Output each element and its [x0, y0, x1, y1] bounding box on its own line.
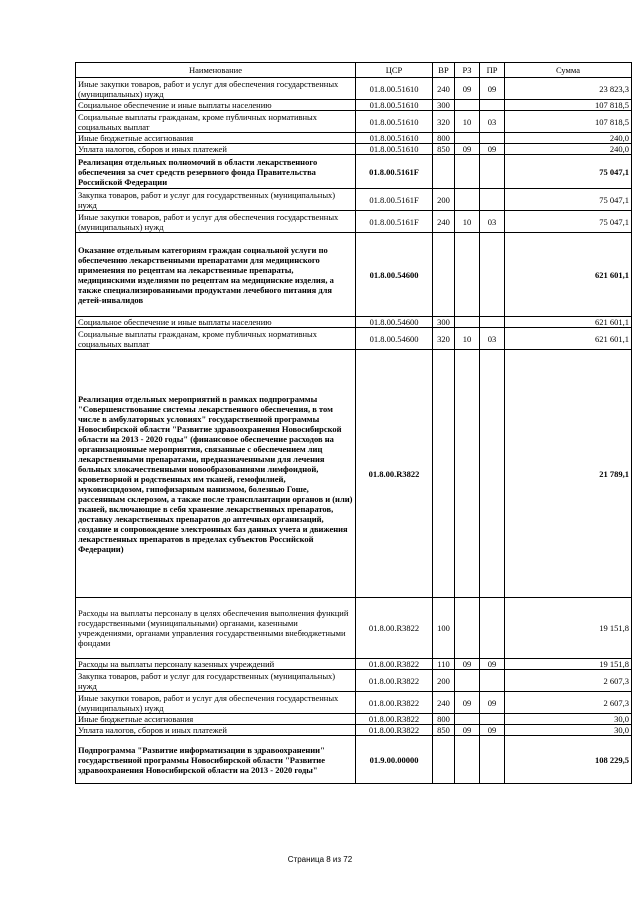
- row-sum: 75 047,1: [505, 189, 632, 211]
- table-row: [76, 714, 632, 725]
- row-vr: 200: [433, 670, 455, 692]
- table-row: [76, 659, 632, 670]
- row-sum: 19 151,8: [505, 659, 632, 670]
- row-sum: 30,0: [505, 725, 632, 736]
- row-pr: 09: [480, 692, 505, 714]
- row-pr: 03: [480, 111, 505, 133]
- row-csr: 01.8.00.5161F: [356, 155, 433, 189]
- row-name: Иные закупки товаров, работ и услуг для обеспечения государственных (муниципальных) нужд: [76, 211, 356, 233]
- row-name: Расходы на выплаты персоналу казенных учреждений: [76, 659, 356, 670]
- table-row: [76, 328, 632, 350]
- table-row: [76, 211, 632, 233]
- row-name: Уплата налогов, сборов и иных платежей: [76, 144, 356, 155]
- row-rz: [455, 133, 480, 144]
- row-vr: 850: [433, 725, 455, 736]
- row-sum: 240,0: [505, 144, 632, 155]
- table-row: [76, 111, 632, 133]
- row-sum: 108 229,5: [505, 736, 632, 784]
- row-rz: 09: [455, 659, 480, 670]
- header-pr: ПР: [480, 63, 505, 78]
- row-sum: 75 047,1: [505, 211, 632, 233]
- row-name: Иные бюджетные ассигнования: [76, 714, 356, 725]
- row-csr: 01.8.00.54600: [356, 328, 433, 350]
- table-row: [76, 144, 632, 155]
- row-name: Социальное обеспечение и иные выплаты населению: [76, 317, 356, 328]
- table-row: [76, 725, 632, 736]
- row-vr: [433, 233, 455, 317]
- table-header-row: [76, 63, 632, 78]
- row-csr: 01.8.00.51610: [356, 78, 433, 100]
- row-csr: 01.8.00.54600: [356, 233, 433, 317]
- row-vr: 110: [433, 659, 455, 670]
- row-csr: 01.9.00.00000: [356, 736, 433, 784]
- row-csr: 01.8.00.R3822: [356, 598, 433, 659]
- row-csr: 01.8.00.51610: [356, 100, 433, 111]
- row-vr: [433, 736, 455, 784]
- row-pr: [480, 670, 505, 692]
- row-name: Иные закупки товаров, работ и услуг для обеспечения государственных (муниципальных) нужд: [76, 78, 356, 100]
- row-csr: 01.8.00.5161F: [356, 189, 433, 211]
- row-name: Закупка товаров, работ и услуг для государственных (муниципальных) нужд: [76, 670, 356, 692]
- row-rz: 10: [455, 211, 480, 233]
- row-sum: 2 607,3: [505, 670, 632, 692]
- table-body: [76, 78, 632, 784]
- row-csr: 01.8.00.R3822: [356, 659, 433, 670]
- row-sum: 621 601,1: [505, 233, 632, 317]
- row-sum: 75 047,1: [505, 155, 632, 189]
- table-row: [76, 133, 632, 144]
- row-vr: 100: [433, 598, 455, 659]
- row-vr: 200: [433, 189, 455, 211]
- row-sum: 621 601,1: [505, 317, 632, 328]
- row-rz: [455, 350, 480, 598]
- row-rz: [455, 670, 480, 692]
- header-name: Наименование: [76, 63, 356, 78]
- row-pr: [480, 133, 505, 144]
- row-rz: 09: [455, 144, 480, 155]
- table-row: [76, 598, 632, 659]
- row-sum: 30,0: [505, 714, 632, 725]
- row-csr: 01.8.00.R3822: [356, 725, 433, 736]
- row-pr: 09: [480, 144, 505, 155]
- row-name: Социальное обеспечение и иные выплаты населению: [76, 100, 356, 111]
- row-rz: [455, 155, 480, 189]
- row-name: Уплата налогов, сборов и иных платежей: [76, 725, 356, 736]
- row-name: Социальные выплаты гражданам, кроме публичных нормативных социальных выплат: [76, 328, 356, 350]
- row-sum: 107 818,5: [505, 100, 632, 111]
- page-number: Страница 8 из 72: [287, 855, 353, 864]
- row-pr: 03: [480, 211, 505, 233]
- row-pr: [480, 736, 505, 784]
- row-sum: 240,0: [505, 133, 632, 144]
- row-sum: 23 823,3: [505, 78, 632, 100]
- row-csr: 01.8.00.R3822: [356, 670, 433, 692]
- row-sum: 107 818,5: [505, 111, 632, 133]
- row-vr: 800: [433, 133, 455, 144]
- row-vr: 800: [433, 714, 455, 725]
- table-row: [76, 78, 632, 100]
- row-rz: 09: [455, 692, 480, 714]
- row-pr: [480, 233, 505, 317]
- row-vr: 300: [433, 100, 455, 111]
- row-csr: 01.8.00.51610: [356, 111, 433, 133]
- row-rz: [455, 233, 480, 317]
- row-vr: [433, 350, 455, 598]
- row-csr: 01.8.00.R3822: [356, 692, 433, 714]
- row-pr: [480, 598, 505, 659]
- row-vr: 320: [433, 328, 455, 350]
- row-vr: 320: [433, 111, 455, 133]
- table-row: [76, 317, 632, 328]
- row-pr: [480, 155, 505, 189]
- header-rz: РЗ: [455, 63, 480, 78]
- header-csr: ЦСР: [356, 63, 433, 78]
- table-row: [76, 155, 632, 189]
- row-csr: 01.8.00.51610: [356, 144, 433, 155]
- row-name: Социальные выплаты гражданам, кроме публичных нормативных социальных выплат: [76, 111, 356, 133]
- row-rz: 09: [455, 725, 480, 736]
- row-name: Расходы на выплаты персоналу в целях обеспечения выполнения функций государственными (муниципальными) органами, казенными учреждениями, органами управления государственными внебюджетными фондами: [76, 598, 356, 659]
- table-row: [76, 233, 632, 317]
- row-rz: [455, 714, 480, 725]
- row-sum: 19 151,8: [505, 598, 632, 659]
- row-rz: [455, 736, 480, 784]
- row-rz: 09: [455, 78, 480, 100]
- row-sum: 21 789,1: [505, 350, 632, 598]
- row-rz: [455, 100, 480, 111]
- table-row: [76, 350, 632, 598]
- row-pr: [480, 100, 505, 111]
- row-pr: [480, 714, 505, 725]
- row-sum: 621 601,1: [505, 328, 632, 350]
- table-row: [76, 736, 632, 784]
- row-pr: [480, 189, 505, 211]
- row-rz: 10: [455, 328, 480, 350]
- row-rz: 10: [455, 111, 480, 133]
- row-name: Подпрограмма "Развитие информатизации в здравоохранении" государственной программы Новосибирской области "Развитие здравоохранения Новосибирской области на 2013 - 2020 годы": [76, 736, 356, 784]
- row-vr: 240: [433, 692, 455, 714]
- row-name: Реализация отдельных полномочий в области лекарственного обеспечения за счет средств резервного фонда Правительства Российской Федерации: [76, 155, 356, 189]
- row-rz: [455, 317, 480, 328]
- row-vr: 240: [433, 78, 455, 100]
- row-name: Оказание отдельным категориям граждан социальной услуги по обеспечению лекарственными препаратами для медицинского применения по рецептам на лекарственные препараты, медицинскими изделиями по рецептам на медицинские изделия, а также специализированными продуктами лечебного питания для детей-инвалидов: [76, 233, 356, 317]
- row-csr: 01.8.00.5161F: [356, 211, 433, 233]
- row-name: Иные бюджетные ассигнования: [76, 133, 356, 144]
- row-vr: [433, 155, 455, 189]
- table-row: [76, 670, 632, 692]
- budget-table: [75, 62, 632, 784]
- row-csr: 01.8.00.R3822: [356, 350, 433, 598]
- row-pr: 09: [480, 659, 505, 670]
- row-vr: 300: [433, 317, 455, 328]
- row-pr: 03: [480, 328, 505, 350]
- row-csr: 01.8.00.R3822: [356, 714, 433, 725]
- table-row: [76, 100, 632, 111]
- row-rz: [455, 598, 480, 659]
- row-csr: 01.8.00.54600: [356, 317, 433, 328]
- row-pr: [480, 317, 505, 328]
- row-vr: 850: [433, 144, 455, 155]
- row-sum: 2 607,3: [505, 692, 632, 714]
- row-name: Закупка товаров, работ и услуг для государственных (муниципальных) нужд: [76, 189, 356, 211]
- row-pr: [480, 350, 505, 598]
- header-sum: Сумма: [505, 63, 632, 78]
- row-name: Реализация отдельных мероприятий в рамках подпрограммы "Совершенствование системы лекарственного обеспечения, в том числе в амбулаторных условиях" государственной программы Новосибирской области "Развитие здравоохранения Новосибирской области на 2013 - 2020 годы" (финансовое обеспечение расходов на организационные мероприятия, связанные с обеспечением лиц лекарственными препаратами, предназначенными для лечения больных злокачественными новообразованиями лимфоидной, кроветворной и родственных им тканей, гемофилией, муковисцидозом, гипофизарным нанизмом, болезнью Гоше, рассеянным склерозом, а также после трансплантации органов и (или) тканей, включающие в себя хранение лекарственных препаратов, доставку лекарственных препаратов до аптечных организаций, создание и сопровождение электронных баз данных учета и движения лекарственных препаратов в пределах субъектов Российской Федерации): [76, 350, 356, 598]
- header-vr: ВР: [433, 63, 455, 78]
- table-row: [76, 692, 632, 714]
- table-row: [76, 189, 632, 211]
- row-pr: 09: [480, 725, 505, 736]
- row-rz: [455, 189, 480, 211]
- row-name: Иные закупки товаров, работ и услуг для обеспечения государственных (муниципальных) нужд: [76, 692, 356, 714]
- row-pr: 09: [480, 78, 505, 100]
- row-csr: 01.8.00.51610: [356, 133, 433, 144]
- row-vr: 240: [433, 211, 455, 233]
